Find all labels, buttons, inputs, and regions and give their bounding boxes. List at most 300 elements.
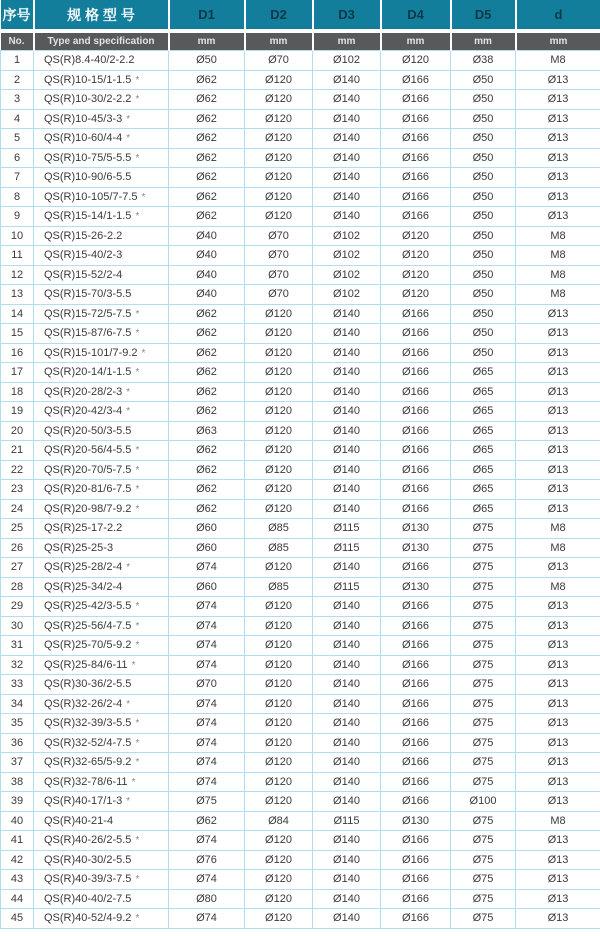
cell-d3: Ø140 [313,168,381,188]
cell-d: M8 [516,538,600,558]
cell-d: Ø13 [516,129,600,149]
cell-d5: Ø75 [451,538,516,558]
table-row [1,324,600,344]
cell-d2: Ø120 [245,655,313,675]
cell-d4: Ø166 [381,148,451,168]
cell-spec: QS(R)40-17/1-3 * [34,792,169,812]
cell-d3: Ø140 [313,616,381,636]
cell-d: Ø13 [516,421,600,441]
cell-d5: Ø50 [451,226,516,246]
cell-d2: Ø120 [245,324,313,344]
cell-d5: Ø65 [451,460,516,480]
cell-spec: QS(R)32-26/2-4 * [34,694,169,714]
table-body [1,51,600,929]
cell-spec: QS(R)10-45/3-3 * [34,109,169,129]
cell-d: M8 [516,285,600,305]
col-header-d4: D4 [381,0,451,31]
cell-d4: Ø166 [381,168,451,188]
cell-d: Ø13 [516,402,600,422]
asterisk-marker: * [126,796,131,808]
cell-spec: QS(R)20-56/4-5.5 * [34,441,169,461]
cell-d: Ø13 [516,363,600,383]
cell-d: Ø13 [516,597,600,617]
cell-d3: Ø140 [313,304,381,324]
cell-d4: Ø166 [381,304,451,324]
cell-spec: QS(R)15-52/2-4 [34,265,169,285]
table-row [1,148,600,168]
table-row [1,402,600,422]
cell-d3: Ø140 [313,109,381,129]
cell-d2: Ø120 [245,402,313,422]
cell-d2: Ø120 [245,421,313,441]
cell-d4: Ø166 [381,889,451,909]
cell-d5: Ø75 [451,811,516,831]
cell-no: 34 [1,694,34,714]
col-header-spec: 规 格 型 号 [34,0,169,31]
cell-d4: Ø166 [381,714,451,734]
table-row [1,304,600,324]
col-header-d: d [516,0,600,31]
cell-d3: Ø102 [313,265,381,285]
cell-d4: Ø130 [381,811,451,831]
cell-d1: Ø74 [169,558,245,578]
cell-d3: Ø140 [313,207,381,227]
cell-d1: Ø62 [169,343,245,363]
cell-spec: QS(R)15-40/2-3 [34,246,169,266]
asterisk-marker: * [131,659,136,671]
table-row [1,207,600,227]
cell-spec: QS(R)20-70/5-7.5 * [34,460,169,480]
table-row [1,616,600,636]
cell-d2: Ø120 [245,753,313,773]
asterisk-marker: * [135,94,140,106]
cell-spec: QS(R)10-30/2-2.2 * [34,90,169,110]
asterisk-marker: * [135,718,140,730]
cell-d1: Ø60 [169,577,245,597]
cell-no: 44 [1,889,34,909]
cell-spec: QS(R)20-50/3-5.5 [34,421,169,441]
header-row-cn [1,0,600,31]
cell-d4: Ø166 [381,129,451,149]
cell-d5: Ø75 [451,850,516,870]
cell-d5: Ø75 [451,597,516,617]
asterisk-marker: * [135,211,140,223]
cell-d3: Ø140 [313,753,381,773]
cell-d2: Ø120 [245,304,313,324]
cell-d5: Ø50 [451,168,516,188]
cell-d2: Ø120 [245,90,313,110]
cell-d5: Ø50 [451,246,516,266]
cell-d1: Ø62 [169,129,245,149]
cell-d5: Ø50 [451,90,516,110]
cell-d1: Ø40 [169,246,245,266]
cell-no: 13 [1,285,34,305]
cell-d2: Ø120 [245,480,313,500]
asterisk-marker: * [135,601,140,613]
asterisk-marker: * [135,74,140,86]
cell-spec: QS(R)32-52/4-7.5 * [34,733,169,753]
cell-d2: Ø120 [245,831,313,851]
cell-d: Ø13 [516,870,600,890]
cell-d: Ø13 [516,850,600,870]
cell-no: 21 [1,441,34,461]
cell-d5: Ø50 [451,129,516,149]
cell-d: Ø13 [516,772,600,792]
cell-spec: QS(R)15-26-2.2 [34,226,169,246]
asterisk-marker: * [141,191,146,203]
cell-no: 36 [1,733,34,753]
cell-no: 18 [1,382,34,402]
cell-no: 41 [1,831,34,851]
cell-d1: Ø62 [169,499,245,519]
asterisk-marker: * [131,776,136,788]
cell-no: 35 [1,714,34,734]
table-row [1,909,600,929]
cell-d4: Ø166 [381,460,451,480]
table-row [1,889,600,909]
table-row [1,558,600,578]
cell-d3: Ø140 [313,70,381,90]
cell-d2: Ø84 [245,811,313,831]
cell-d3: Ø115 [313,538,381,558]
cell-no: 10 [1,226,34,246]
cell-spec: QS(R)15-70/3-5.5 [34,285,169,305]
cell-d5: Ø65 [451,441,516,461]
cell-spec: QS(R)40-26/2-5.5 * [34,831,169,851]
cell-spec: QS(R)15-87/6-7.5 * [34,324,169,344]
cell-d1: Ø62 [169,460,245,480]
cell-d5: Ø75 [451,675,516,695]
cell-no: 1 [1,51,34,71]
cell-d: Ø13 [516,148,600,168]
table-row [1,811,600,831]
cell-d4: Ø166 [381,655,451,675]
table-row [1,597,600,617]
cell-no: 27 [1,558,34,578]
cell-d: Ø13 [516,792,600,812]
table-row [1,753,600,773]
table-row [1,168,600,188]
cell-d3: Ø140 [313,148,381,168]
table-row [1,109,600,129]
cell-spec: QS(R)10-60/4-4 * [34,129,169,149]
cell-d3: Ø140 [313,129,381,149]
cell-no: 26 [1,538,34,558]
cell-d4: Ø166 [381,402,451,422]
asterisk-marker: * [126,133,131,145]
cell-d4: Ø166 [381,870,451,890]
cell-d: Ø13 [516,889,600,909]
cell-d2: Ø120 [245,616,313,636]
cell-d5: Ø75 [451,519,516,539]
cell-spec: QS(R)32-65/5-9.2 * [34,753,169,773]
cell-no: 9 [1,207,34,227]
asterisk-marker: * [126,698,131,710]
cell-d3: Ø140 [313,850,381,870]
cell-d2: Ø120 [245,460,313,480]
cell-d1: Ø62 [169,811,245,831]
cell-spec: QS(R)25-34/2-4 [34,577,169,597]
cell-d1: Ø70 [169,675,245,695]
cell-d4: Ø166 [381,753,451,773]
cell-d5: Ø100 [451,792,516,812]
cell-d2: Ø120 [245,870,313,890]
cell-d5: Ø50 [451,109,516,129]
cell-spec: QS(R)10-15/1-1.5 * [34,70,169,90]
cell-no: 40 [1,811,34,831]
cell-d4: Ø166 [381,733,451,753]
cell-d3: Ø140 [313,792,381,812]
cell-no: 22 [1,460,34,480]
cell-d: Ø13 [516,616,600,636]
asterisk-marker: * [135,913,140,925]
cell-d: M8 [516,811,600,831]
cell-d2: Ø120 [245,499,313,519]
cell-d: Ø13 [516,304,600,324]
cell-d2: Ø120 [245,558,313,578]
subheader-d3-unit: mm [313,31,381,51]
cell-d1: Ø62 [169,70,245,90]
cell-d1: Ø62 [169,90,245,110]
cell-d4: Ø130 [381,538,451,558]
asterisk-marker: * [135,620,140,632]
cell-d5: Ø50 [451,324,516,344]
cell-spec: QS(R)32-78/6-11 * [34,772,169,792]
cell-d3: Ø140 [313,831,381,851]
cell-no: 12 [1,265,34,285]
cell-d5: Ø50 [451,285,516,305]
cell-d5: Ø75 [451,909,516,929]
cell-d2: Ø120 [245,343,313,363]
cell-d3: Ø102 [313,246,381,266]
asterisk-marker: * [135,445,140,457]
cell-d3: Ø140 [313,421,381,441]
cell-d3: Ø102 [313,51,381,71]
cell-d: Ø13 [516,207,600,227]
cell-d5: Ø75 [451,889,516,909]
cell-d3: Ø140 [313,694,381,714]
cell-d1: Ø80 [169,889,245,909]
cell-d1: Ø74 [169,772,245,792]
cell-d2: Ø85 [245,577,313,597]
cell-no: 29 [1,597,34,617]
cell-d2: Ø120 [245,636,313,656]
cell-spec: QS(R)40-39/3-7.5 * [34,870,169,890]
cell-d4: Ø120 [381,51,451,71]
cell-d5: Ø65 [451,421,516,441]
cell-d1: Ø40 [169,285,245,305]
cell-d: Ø13 [516,636,600,656]
cell-d4: Ø166 [381,324,451,344]
cell-spec: QS(R)25-17-2.2 [34,519,169,539]
cell-d4: Ø166 [381,850,451,870]
cell-d4: Ø166 [381,558,451,578]
cell-d4: Ø166 [381,480,451,500]
cell-d5: Ø75 [451,753,516,773]
cell-d5: Ø50 [451,187,516,207]
cell-d: Ø13 [516,714,600,734]
cell-d: Ø13 [516,441,600,461]
subheader-d5-unit: mm [451,31,516,51]
table-header [1,0,600,51]
cell-d: M8 [516,51,600,71]
cell-d: Ø13 [516,70,600,90]
table-row [1,343,600,363]
cell-d1: Ø50 [169,51,245,71]
cell-d2: Ø120 [245,441,313,461]
asterisk-marker: * [135,484,140,496]
cell-d1: Ø75 [169,792,245,812]
asterisk-marker: * [135,152,140,164]
cell-spec: QS(R)20-42/3-4 * [34,402,169,422]
cell-d1: Ø60 [169,519,245,539]
cell-d4: Ø166 [381,207,451,227]
cell-d2: Ø120 [245,733,313,753]
cell-d3: Ø140 [313,402,381,422]
cell-d: Ø13 [516,109,600,129]
cell-spec: QS(R)15-72/5-7.5 * [34,304,169,324]
cell-d3: Ø140 [313,909,381,929]
cell-d1: Ø74 [169,616,245,636]
cell-no: 6 [1,148,34,168]
cell-d2: Ø120 [245,792,313,812]
cell-d4: Ø166 [381,499,451,519]
cell-d2: Ø120 [245,675,313,695]
cell-d5: Ø75 [451,831,516,851]
cell-d4: Ø166 [381,90,451,110]
cell-d5: Ø75 [451,616,516,636]
cell-spec: QS(R)40-40/2-7.5 [34,889,169,909]
cell-d1: Ø63 [169,421,245,441]
cell-spec: QS(R)20-98/7-9.2 * [34,499,169,519]
asterisk-marker: * [135,640,140,652]
cell-d2: Ø120 [245,597,313,617]
cell-d5: Ø75 [451,733,516,753]
table-row [1,772,600,792]
cell-d3: Ø115 [313,811,381,831]
cell-d: Ø13 [516,90,600,110]
cell-d: Ø13 [516,753,600,773]
asterisk-marker: * [135,503,140,515]
table-row [1,499,600,519]
cell-d4: Ø166 [381,909,451,929]
cell-spec: QS(R)20-14/1-1.5 * [34,363,169,383]
cell-d3: Ø140 [313,363,381,383]
table-row [1,265,600,285]
cell-spec: QS(R)10-75/5-5.5 * [34,148,169,168]
cell-d4: Ø166 [381,441,451,461]
cell-d3: Ø140 [313,636,381,656]
table-row [1,363,600,383]
cell-d4: Ø166 [381,694,451,714]
cell-d: Ø13 [516,655,600,675]
cell-d5: Ø75 [451,772,516,792]
cell-d3: Ø140 [313,187,381,207]
table-row [1,226,600,246]
cell-d: Ø13 [516,733,600,753]
cell-d2: Ø120 [245,187,313,207]
table-row [1,870,600,890]
cell-d4: Ø166 [381,70,451,90]
cell-d3: Ø140 [313,499,381,519]
cell-no: 24 [1,499,34,519]
cell-d5: Ø75 [451,714,516,734]
cell-d2: Ø120 [245,129,313,149]
cell-d3: Ø115 [313,577,381,597]
cell-d2: Ø85 [245,519,313,539]
cell-d5: Ø75 [451,636,516,656]
cell-d1: Ø74 [169,733,245,753]
cell-d3: Ø140 [313,480,381,500]
cell-d1: Ø62 [169,402,245,422]
cell-d1: Ø62 [169,363,245,383]
cell-d2: Ø85 [245,538,313,558]
asterisk-marker: * [135,328,140,340]
table-row [1,421,600,441]
asterisk-marker: * [135,835,140,847]
asterisk-marker: * [135,757,140,769]
col-header-d3: D3 [313,0,381,31]
cell-d5: Ø50 [451,70,516,90]
cell-d5: Ø75 [451,694,516,714]
cell-d3: Ø102 [313,285,381,305]
subheader-spec: Type and specification [34,31,169,51]
cell-d: M8 [516,246,600,266]
cell-no: 45 [1,909,34,929]
cell-d: Ø13 [516,343,600,363]
cell-no: 31 [1,636,34,656]
cell-d5: Ø65 [451,382,516,402]
asterisk-marker: * [126,562,131,574]
cell-d2: Ø120 [245,850,313,870]
cell-d4: Ø120 [381,226,451,246]
cell-no: 43 [1,870,34,890]
cell-d3: Ø140 [313,441,381,461]
cell-d4: Ø120 [381,285,451,305]
cell-d2: Ø120 [245,694,313,714]
cell-d: M8 [516,519,600,539]
cell-d5: Ø50 [451,148,516,168]
table-row [1,850,600,870]
cell-d2: Ø120 [245,109,313,129]
cell-no: 2 [1,70,34,90]
cell-no: 3 [1,90,34,110]
asterisk-marker: * [135,737,140,749]
cell-spec: QS(R)25-70/5-9.2 * [34,636,169,656]
cell-no: 39 [1,792,34,812]
asterisk-marker: * [135,874,140,886]
cell-spec: QS(R)8.4-40/2-2.2 [34,51,169,71]
cell-d5: Ø75 [451,577,516,597]
cell-d4: Ø166 [381,421,451,441]
table-row [1,694,600,714]
cell-no: 23 [1,480,34,500]
cell-d1: Ø74 [169,870,245,890]
cell-d1: Ø60 [169,538,245,558]
table-row [1,577,600,597]
table-row [1,460,600,480]
cell-no: 15 [1,324,34,344]
cell-d5: Ø50 [451,265,516,285]
cell-d1: Ø74 [169,714,245,734]
cell-d4: Ø166 [381,382,451,402]
cell-d4: Ø166 [381,109,451,129]
cell-d4: Ø120 [381,246,451,266]
cell-no: 11 [1,246,34,266]
cell-d1: Ø62 [169,324,245,344]
cell-no: 32 [1,655,34,675]
cell-spec: QS(R)25-84/6-11 * [34,655,169,675]
